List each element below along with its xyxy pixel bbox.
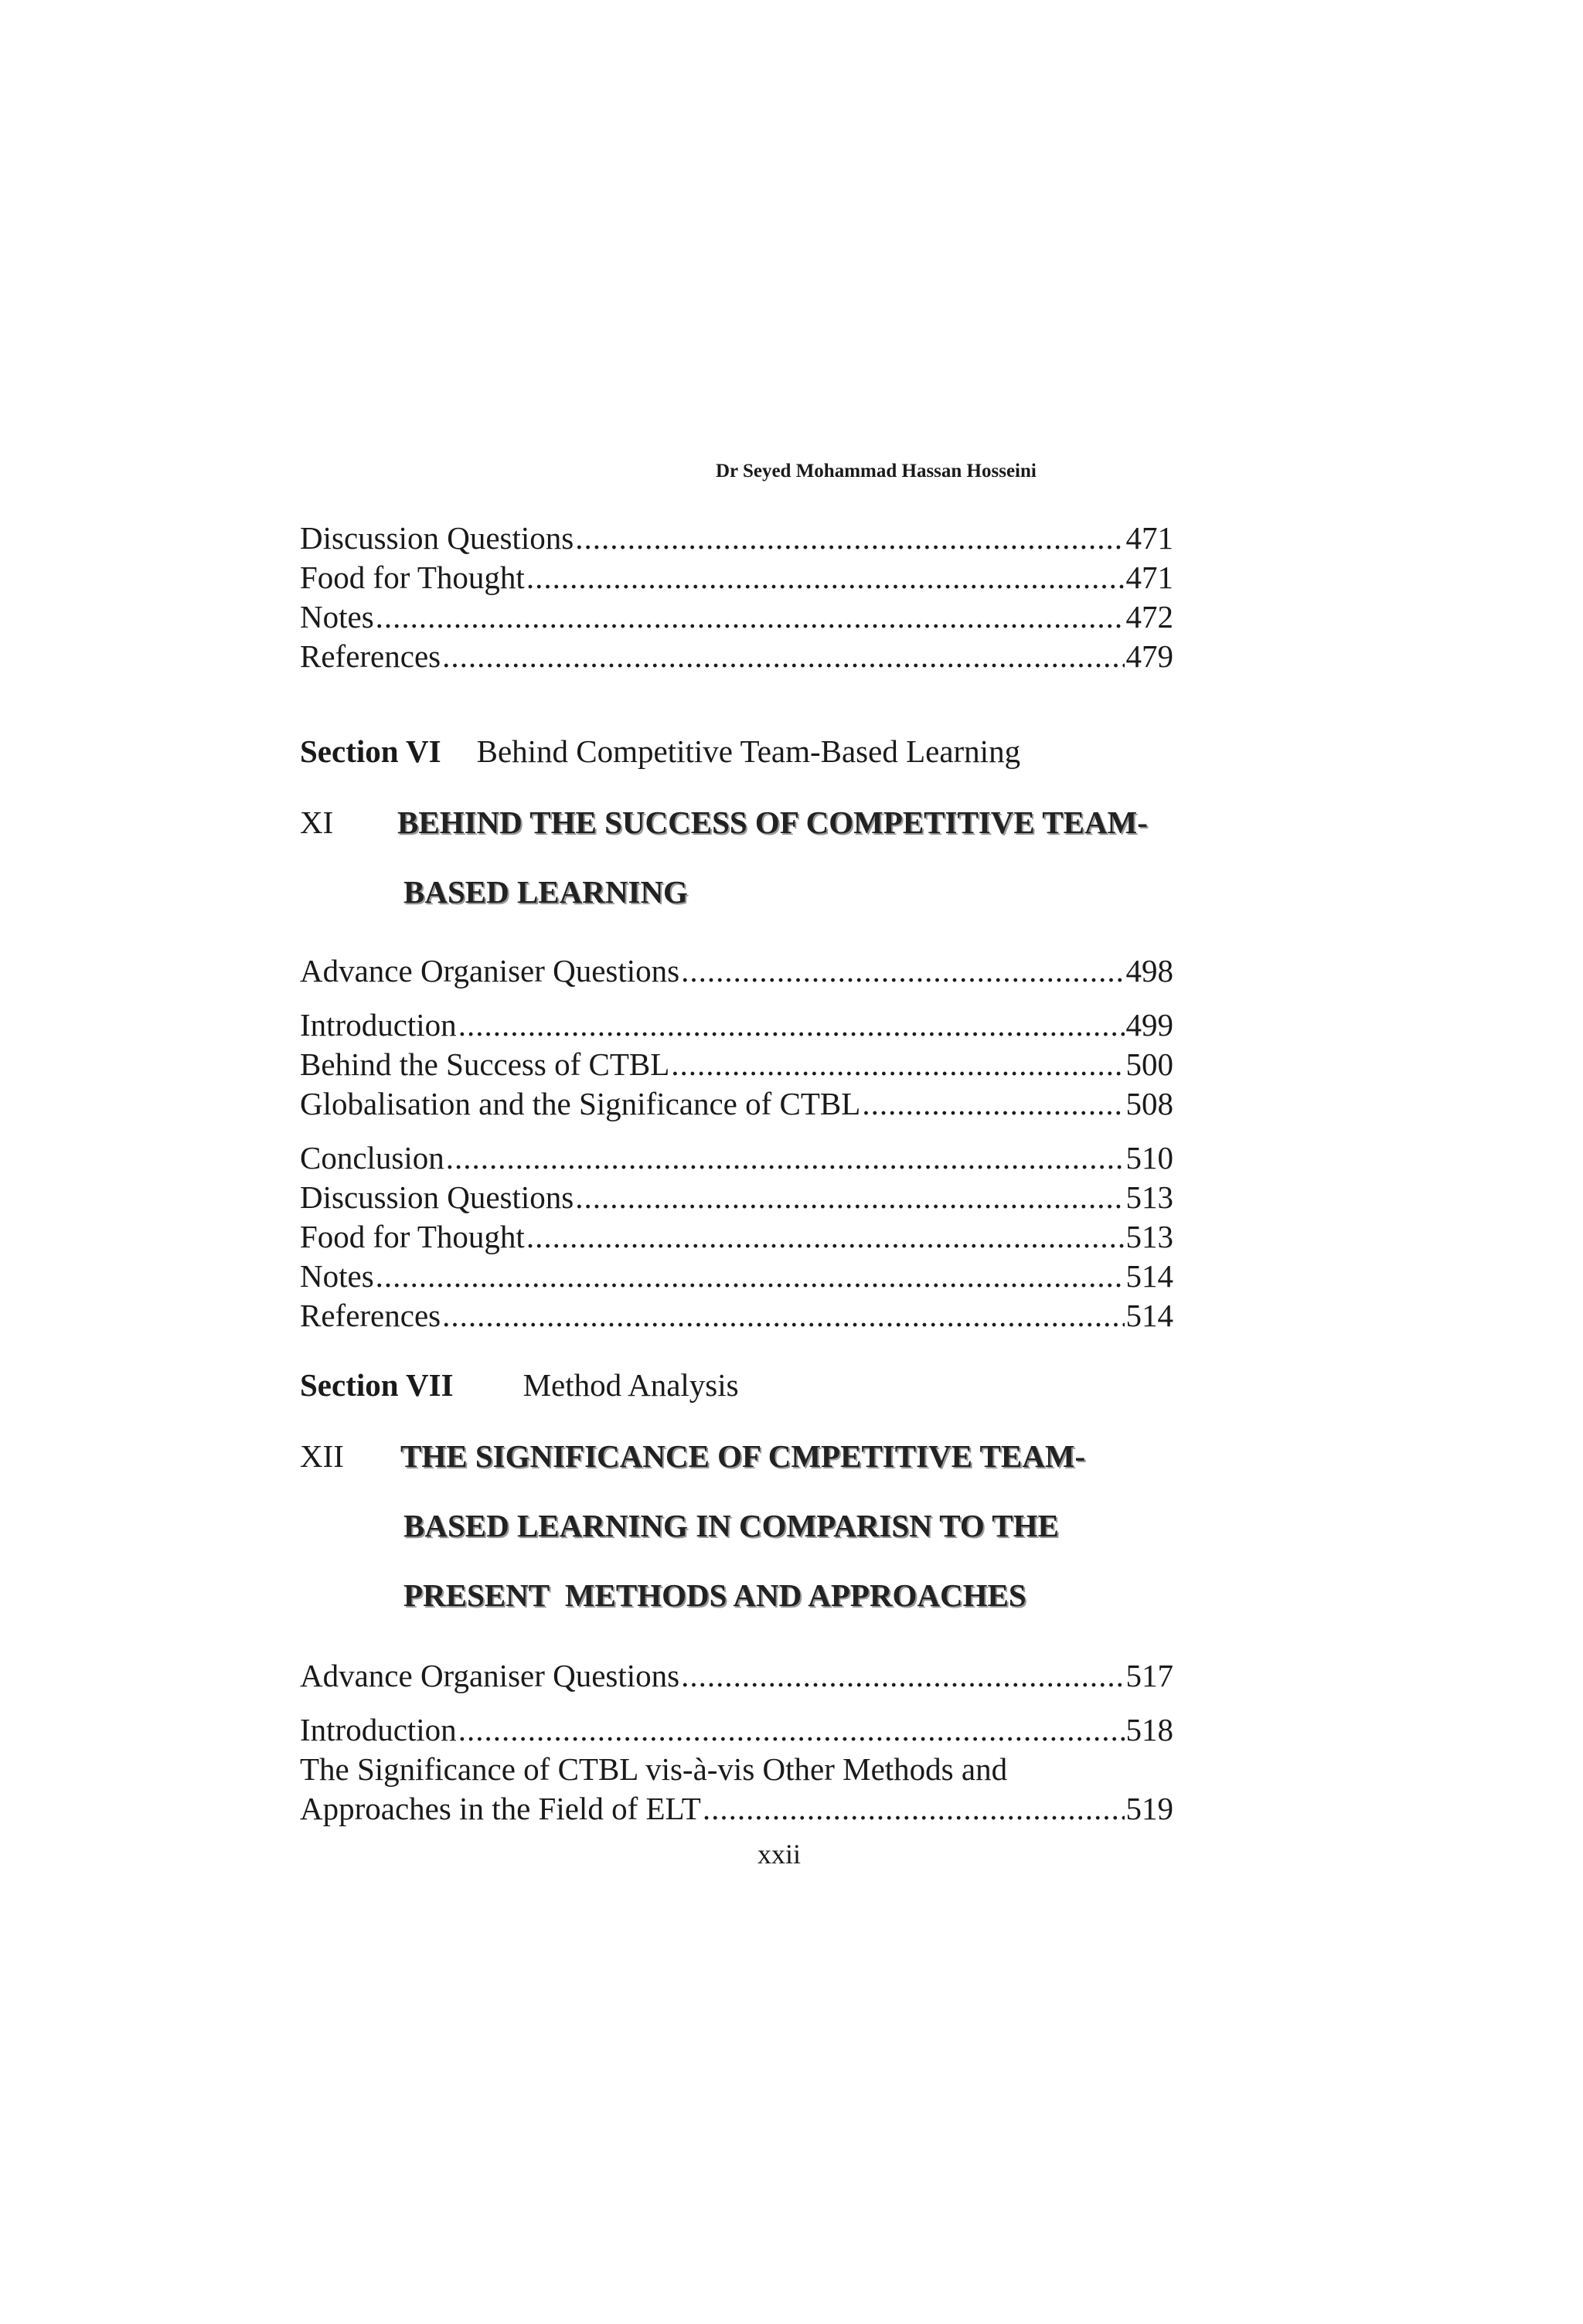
chapter-title-line: BASED LEARNING IN COMPARISN TO THE — [403, 1508, 1059, 1543]
toc-entry — [300, 597, 1173, 637]
toc-entry-title: Notes — [300, 599, 374, 635]
toc-leader-dots — [575, 518, 1124, 558]
toc-entry-page: 518 — [1125, 1712, 1173, 1747]
toc-leader-dots — [862, 1084, 1124, 1124]
toc-entry-page: 513 — [1125, 1219, 1173, 1254]
chapter-title-line: BASED LEARNING — [403, 874, 688, 910]
section-title: Behind Competitive Team-Based Learning — [476, 733, 1021, 769]
toc-entry — [300, 1655, 1173, 1696]
toc-entry-page: 498 — [1125, 953, 1173, 988]
section-label: Section VI — [300, 733, 441, 769]
toc-leader-dots — [458, 1005, 1125, 1045]
chapter-number: XI — [300, 805, 334, 840]
toc-entry-page: 519 — [1125, 1791, 1173, 1826]
page-number: xxii — [757, 1839, 801, 1870]
toc-leader-dots — [458, 1710, 1125, 1750]
toc-entry — [300, 518, 1173, 558]
toc-leader-dots — [442, 636, 1124, 676]
chapter-number: XII — [300, 1438, 344, 1474]
toc-entry-title: Food for Thought — [300, 560, 525, 595]
toc-entry-page: 508 — [1125, 1086, 1173, 1121]
toc-entry-page: 514 — [1125, 1258, 1173, 1294]
toc-entry — [300, 951, 1173, 991]
toc-leader-dots — [526, 557, 1125, 597]
section-title: Method Analysis — [523, 1367, 739, 1403]
toc-entry-title: Behind the Success of CTBL — [300, 1046, 670, 1082]
toc-entry — [300, 1216, 1173, 1257]
toc-entry-title: Approaches in the Field of ELT — [300, 1791, 701, 1826]
toc-entry-title: Advance Organiser Questions — [300, 953, 680, 988]
toc-entry — [300, 1256, 1173, 1296]
toc-entry — [300, 1788, 1173, 1829]
toc-entry-page: 471 — [1125, 560, 1173, 595]
toc-leader-dots — [442, 1295, 1124, 1336]
toc-entry — [300, 1138, 1173, 1178]
toc-entry-title: Notes — [300, 1258, 374, 1294]
toc-entry-page: 510 — [1125, 1140, 1173, 1176]
toc-entry-title: Advance Organiser Questions — [300, 1658, 680, 1693]
section-heading — [300, 1365, 739, 1405]
toc-entry-title: Food for Thought — [300, 1219, 525, 1254]
toc-leader-dots — [681, 1655, 1124, 1696]
chapter-title-line: THE SIGNIFICANCE OF CMPETITIVE TEAM- — [400, 1438, 1086, 1474]
toc-leader-dots — [703, 1788, 1125, 1829]
toc-entry-title: Introduction — [300, 1007, 457, 1043]
toc-entry — [300, 1177, 1173, 1217]
toc-entry-title: References — [300, 1298, 441, 1333]
section-label: Section VII — [300, 1367, 454, 1403]
running-head: Dr Seyed Mohammad Hassan Hosseini — [716, 461, 1037, 481]
toc-leader-dots — [681, 951, 1124, 991]
toc-entry — [300, 1710, 1173, 1750]
toc-entry — [300, 1005, 1173, 1045]
chapter-title-line: PRESENT METHODS AND APPROACHES — [403, 1577, 1026, 1613]
toc-entry-title-continued: The Significance of CTBL vis-à-vis Other Methods and — [300, 1751, 1008, 1787]
toc-entry-page: 472 — [1125, 599, 1173, 635]
toc-leader-dots — [575, 1177, 1124, 1217]
toc-entry-page: 513 — [1125, 1179, 1173, 1215]
toc-leader-dots — [376, 1256, 1125, 1296]
section-heading — [300, 731, 1020, 771]
toc-leader-dots — [376, 597, 1125, 637]
toc-leader-dots — [446, 1138, 1125, 1178]
toc-entry-title: Globalisation and the Significance of CTBL — [300, 1086, 861, 1121]
toc-entry — [300, 1295, 1173, 1336]
toc-entry-title: Introduction — [300, 1712, 457, 1747]
toc-entry-title: Discussion Questions — [300, 520, 574, 556]
toc-entry — [300, 557, 1173, 597]
toc-entry-page: 500 — [1125, 1046, 1173, 1082]
toc-entry-page: 479 — [1125, 638, 1173, 674]
toc-entry-page: 499 — [1125, 1007, 1173, 1043]
toc-entry-title: Conclusion — [300, 1140, 444, 1176]
toc-entry-title: References — [300, 638, 441, 674]
chapter-title-line: BEHIND THE SUCCESS OF COMPETITIVE TEAM- — [397, 805, 1148, 840]
toc-entry — [300, 1044, 1173, 1084]
toc-leader-dots — [671, 1044, 1124, 1084]
toc-entry — [300, 636, 1173, 676]
toc-entry-page: 514 — [1125, 1298, 1173, 1333]
toc-entry-page: 517 — [1125, 1658, 1173, 1693]
toc-entry-page: 471 — [1125, 520, 1173, 556]
toc-leader-dots — [526, 1216, 1125, 1257]
toc-entry-title: Discussion Questions — [300, 1179, 574, 1215]
toc-entry — [300, 1084, 1173, 1124]
